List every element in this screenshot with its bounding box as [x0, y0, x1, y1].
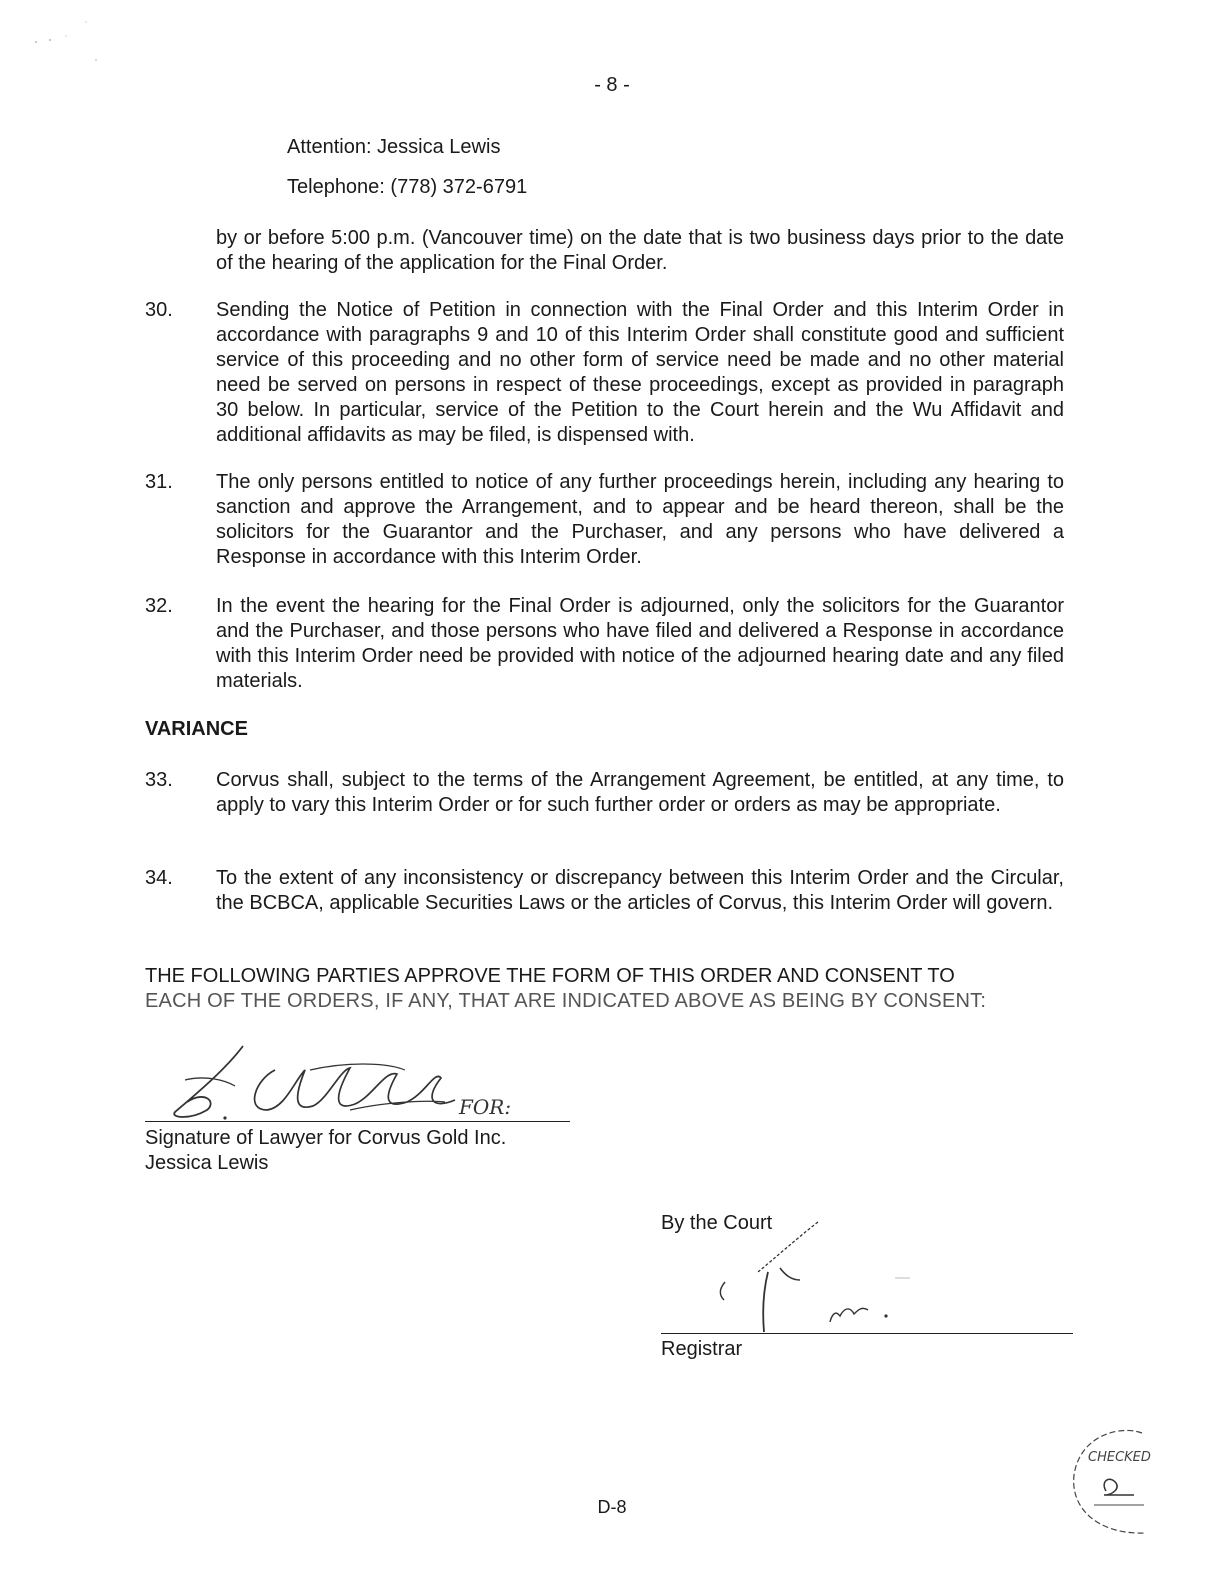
section-heading: VARIANCE	[145, 718, 248, 740]
registrar-label: Registrar	[661, 1338, 743, 1360]
scan-specks	[30, 14, 110, 64]
paragraph-text-31: The only persons entitled to notice of any further proceedings herein, including any hearing to sanction and approve the Arrangement, and to appear and be heard thereon, shall be the solicitors for the Guarantor and the Purchaser, and any persons who have delivered a Response in accordance with this Interim Order.	[216, 471, 1064, 568]
footer-page-label: D-8	[597, 1497, 627, 1517]
paragraph-number-33: 33.	[145, 769, 173, 791]
telephone-line: Telephone: (778) 372-6791	[287, 176, 528, 198]
by-the-court-label: By the Court	[661, 1212, 773, 1234]
signature-for-text: FOR:	[459, 1095, 512, 1119]
consent-line-2: EACH OF THE ORDERS, IF ANY, THAT ARE INDICATED ABOVE AS BEING BY CONSENT:	[145, 990, 987, 1012]
lawyer-signature	[145, 1040, 575, 1122]
paragraph-number-32: 32.	[145, 595, 173, 617]
registrar-signature-line	[661, 1333, 1073, 1334]
attention-line: Attention: Jessica Lewis	[287, 136, 501, 158]
registrar-signature	[700, 1210, 940, 1335]
checked-stamp	[1060, 1425, 1160, 1540]
paragraph-text-32: In the event the hearing for the Final Order is adjourned, only the solicitors for the Guarantor and the Purchaser, and those persons who have filed and delivered a Response in accordance with this Interim Order need be provided with notice of the adjourned hearing date and any filed materials.	[216, 595, 1064, 692]
stamp-text: CHECKED	[1088, 1450, 1151, 1465]
signature-lawyer-name: Jessica Lewis	[145, 1152, 269, 1174]
consent-line-1: THE FOLLOWING PARTIES APPROVE THE FORM OF THIS ORDER AND CONSENT TO	[145, 965, 955, 987]
lawyer-signature-line	[145, 1121, 570, 1122]
paragraph-text-30: Sending the Notice of Petition in connection with the Final Order and this Interim Order in accordance with paragraphs 9 and 10 of this Interim Order shall constitute good and sufficient service of this proceeding and no other form of service need be made and no other material need be served on persons in respect of these proceedings, except as provided in paragraph 30 below. In particular, service of the Petition to the Court herein and the Wu Affidavit and additional affidavits as may be filed, is dispensed with.	[216, 299, 1064, 446]
deadline-text: by or before 5:00 p.m. (Vancouver time) on the date that is two business days prior to the date of the hearing of the application for the Final Order.	[216, 227, 1064, 274]
page-number: - 8 -	[594, 74, 630, 96]
paragraph-number-30: 30.	[145, 299, 173, 321]
paragraph-text-34: To the extent of any inconsistency or discrepancy between this Interim Order and the Circular, the BCBCA, applicable Securities Laws or the articles of Corvus, this Interim Order will govern.	[216, 867, 1064, 914]
signature-caption: Signature of Lawyer for Corvus Gold Inc.	[145, 1127, 507, 1149]
paragraph-text-33: Corvus shall, subject to the terms of the Arrangement Agreement, be entitled, at any time, to apply to vary this Interim Order or for such further order or orders as may be appropriate.	[216, 769, 1064, 816]
paragraph-number-34: 34.	[145, 867, 173, 889]
paragraph-number-31: 31.	[145, 471, 173, 493]
consent-statement	[145, 964, 1065, 1014]
